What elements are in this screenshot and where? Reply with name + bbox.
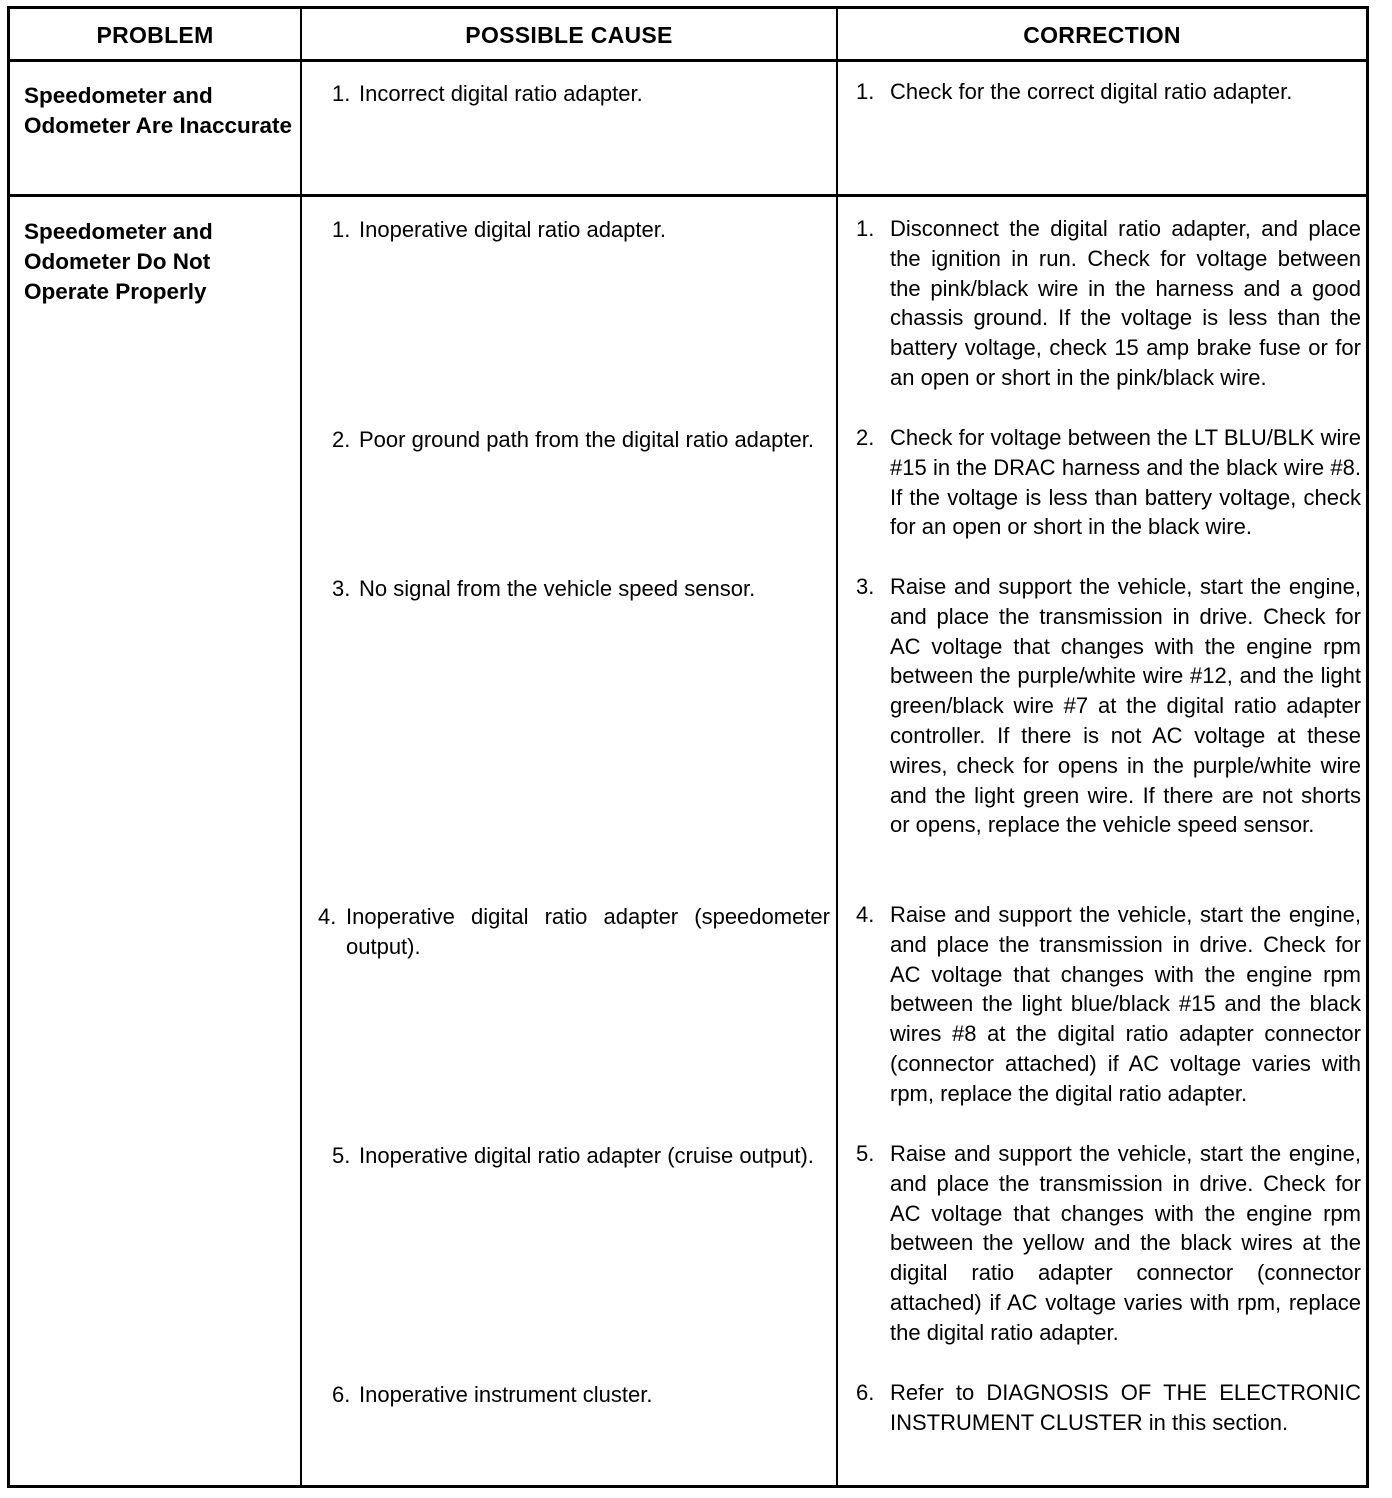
problem-cell: Speedometer and Odometer Are Inaccurate (24, 83, 293, 138)
cause-number: 1. (332, 81, 351, 106)
cause-item (320, 425, 830, 455)
cause-item (320, 902, 830, 962)
header-problem: PROBLEM (96, 21, 214, 48)
correction-item (856, 1378, 1361, 1438)
column-divider (300, 9, 302, 1485)
correction-number: 4. (856, 902, 875, 927)
correction-item (856, 1139, 1361, 1348)
cause-number: 1. (332, 217, 351, 242)
header-possible-cause: POSSIBLE CAUSE (465, 21, 673, 48)
correction-number: 2. (856, 425, 875, 450)
cause-item (320, 215, 830, 245)
header-correction: CORRECTION (1023, 21, 1181, 48)
cause-text: Incorrect digital ratio adapter. (359, 81, 643, 106)
correction-number: 3. (856, 574, 875, 599)
correction-item (856, 572, 1361, 840)
cause-text: Inoperative digital ratio adapter. (359, 217, 666, 242)
cause-item (320, 1141, 830, 1171)
row-divider (10, 194, 1366, 197)
correction-number: 1. (856, 79, 875, 104)
correction-item (856, 900, 1361, 1109)
correction-number: 1. (856, 216, 875, 241)
correction-item (856, 77, 1361, 107)
correction-item (856, 423, 1361, 542)
correction-item (856, 214, 1361, 393)
correction-number: 5. (856, 1141, 875, 1166)
cause-text: Poor ground path from the digital ratio adapter. (359, 427, 814, 452)
problem-cell: Speedometer and Odometer Do Not Operate Properly (24, 219, 213, 304)
cause-text: Inoperative digital ratio adapter (speedometer output). (346, 904, 830, 959)
cause-number: 4. (318, 904, 337, 929)
cause-number: 2. (332, 427, 351, 452)
correction-text: Refer to DIAGNOSIS OF THE ELECTRONIC INSTRUMENT CLUSTER in this section. (890, 1380, 1361, 1435)
cause-text: Inoperative instrument cluster. (359, 1382, 653, 1407)
correction-text: Check for the correct digital ratio adapter. (890, 79, 1293, 104)
correction-text: Disconnect the digital ratio adapter, and place the ignition in run. Check for voltage between the pink/black wire in the harness and a good chassis ground. If the voltage is less than the battery voltage, check 15 amp brake fuse or for an open or short in the pink/black wire. (890, 216, 1361, 390)
column-divider (836, 9, 838, 1485)
cause-item (320, 574, 830, 604)
cause-item (320, 79, 830, 109)
cause-text: Inoperative digital ratio adapter (cruise output). (359, 1143, 814, 1168)
correction-number: 6. (856, 1380, 875, 1405)
cause-number: 5. (332, 1143, 351, 1168)
cause-number: 6. (332, 1382, 351, 1407)
diagnosis-table (7, 6, 1369, 1488)
cause-number: 3. (332, 576, 351, 601)
correction-text: Raise and support the vehicle, start the engine, and place the transmission in drive. Check for AC voltage that changes with the engine rpm between the light blue/black #15 and the black wires #8 at the digital ratio adapter connector (connector attached) if AC voltage varies with rpm, replace the digital ratio adapter. (890, 902, 1361, 1106)
correction-text: Raise and support the vehicle, start the engine, and place the transmission in drive. Check for AC voltage that changes with the engine rpm between the yellow and the black wires at the digital ratio adapter connector (connector attached) if AC voltage varies with rpm, replace the digital ratio adapter. (890, 1141, 1361, 1345)
correction-text: Raise and support the vehicle, start the engine, and place the transmission in drive. Check for AC voltage that changes with the engine rpm between the purple/white wire #12, and the light green/black wire #7 at the digital ratio adapter controller. If there is not AC voltage at these wires, check for opens in the purple/white wire and the light green wire. If there are not shorts or opens, replace the vehicle speed sensor. (890, 574, 1361, 838)
cause-text: No signal from the vehicle speed sensor. (359, 576, 756, 601)
cause-item (320, 1380, 830, 1410)
correction-text: Check for voltage between the LT BLU/BLK wire #15 in the DRAC harness and the black wire #8. If the voltage is less than battery voltage, check for an open or short in the black wire. (890, 425, 1361, 540)
